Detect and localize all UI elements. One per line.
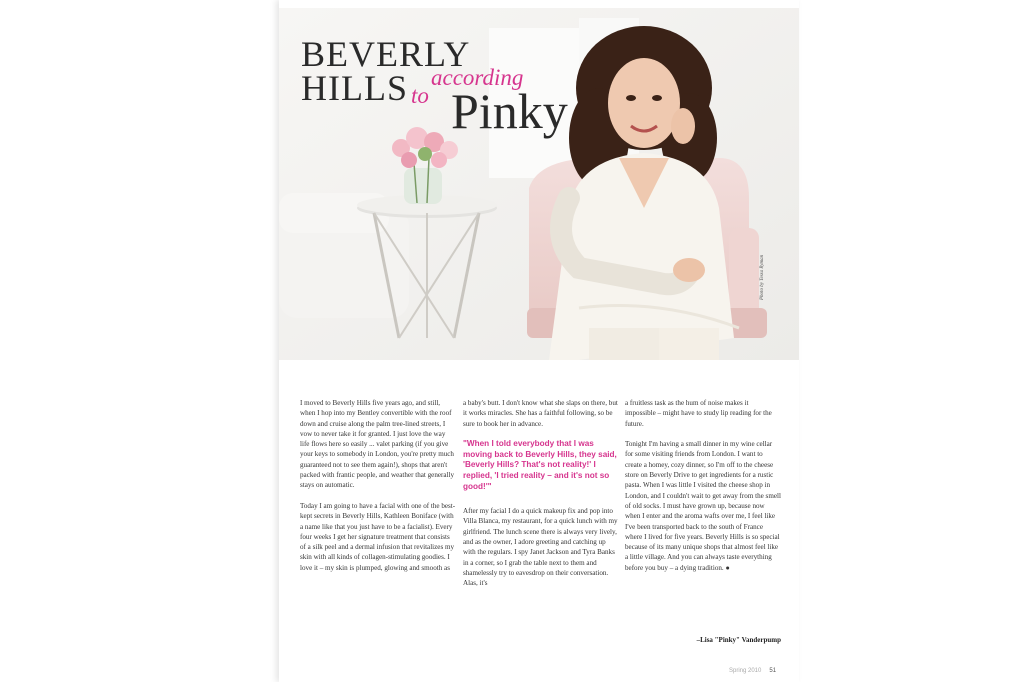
title-pinky: Pinky (451, 83, 568, 139)
paragraph: Tonight I'm having a small dinner in my wine cellar for some visiting friends from London. I want to create a homey, cozy dinner, so I'm off to the cheese store on Beverly Drive to get ingredients for a rustic pasta. When I was little I visited the cheese shop in London, and I couldn't wait to get away from the smell of old socks. I must have grown up, because now when I enter and the aroma wafts over me, I feel like I've been transported back to the south of France where I lived for five years. Beverly Hills is so special because of its many unique shops that almost feel like a little village. And you can always taste everything before you buy – a dying tradition. ● (625, 440, 781, 572)
magazine-page (279, 0, 799, 682)
title-according: according (431, 65, 524, 90)
page-number: 51 (769, 668, 777, 674)
paragraph: I moved to Beverly Hills five years ago, and still, when I hop into my Bentley convertible with the roof down and cruise along the palm tree-lined streets, I vow to never take it for granted. I just love the way life flows here so easily ... valet parking (if you give your keys to somebody in London, you're pretty much guaranteed not to see them again!), shops that aren't packed with frantic people, and weather that generally stays on automatic. (300, 399, 455, 490)
title-line-hills: HILLS (301, 68, 408, 108)
title-to: to (411, 83, 429, 108)
paragraph: After my facial I do a quick makeup fix and pop into Villa Blanca, my restaurant, for a quick lunch with my girlfriend. The lunch scene there is always very lively, and as the owner, I adore greeting and catching up with the regulars. I spy Janet Jackson and Tyra Banks in a corner, so I grab the table next to them and shamelessly try to eavesdrop on their conversation. Alas, it's (463, 507, 618, 588)
author-signoff: –Lisa "Pinky" Vanderpump (696, 636, 781, 644)
photo-credit: Photo by Tessa Ryman (760, 254, 765, 300)
paragraph: Today I am going to have a facial with one of the best-kept secrets in Beverly Hills, Kathleen Boniface (with a name like that you just have to be a facialist). Every four weeks I get her signature treatment that consists of a silk peel and a dermal infusion that revitalizes my skin with all kinds of collagen-stimulating goodies. I love it – my skin is plumped, glowing and smooth as (300, 501, 456, 572)
title-line-beverly: BEVERLY (301, 34, 471, 74)
article-column-3 (625, 398, 781, 583)
page-footer (729, 668, 799, 674)
article-title (301, 36, 621, 146)
paragraph: a fruitless task as the hum of noise makes it impossible – might have to study lip reading for the future. (625, 399, 772, 428)
paragraph: a baby's butt. I don't know what she slaps on there, but it works miracles. She has a faithful following, so be sure to book her in advance. (463, 399, 618, 428)
article-column-2 (463, 398, 619, 599)
article-column-1 (300, 398, 456, 583)
issue-label: Spring 2010 (729, 668, 762, 674)
pull-quote: "When I told everybody that I was moving back to Beverly Hills, they said, 'Beverly Hills? That's not reality!' I replied, 'I tried reality – and it's not so good!'" (463, 439, 617, 491)
